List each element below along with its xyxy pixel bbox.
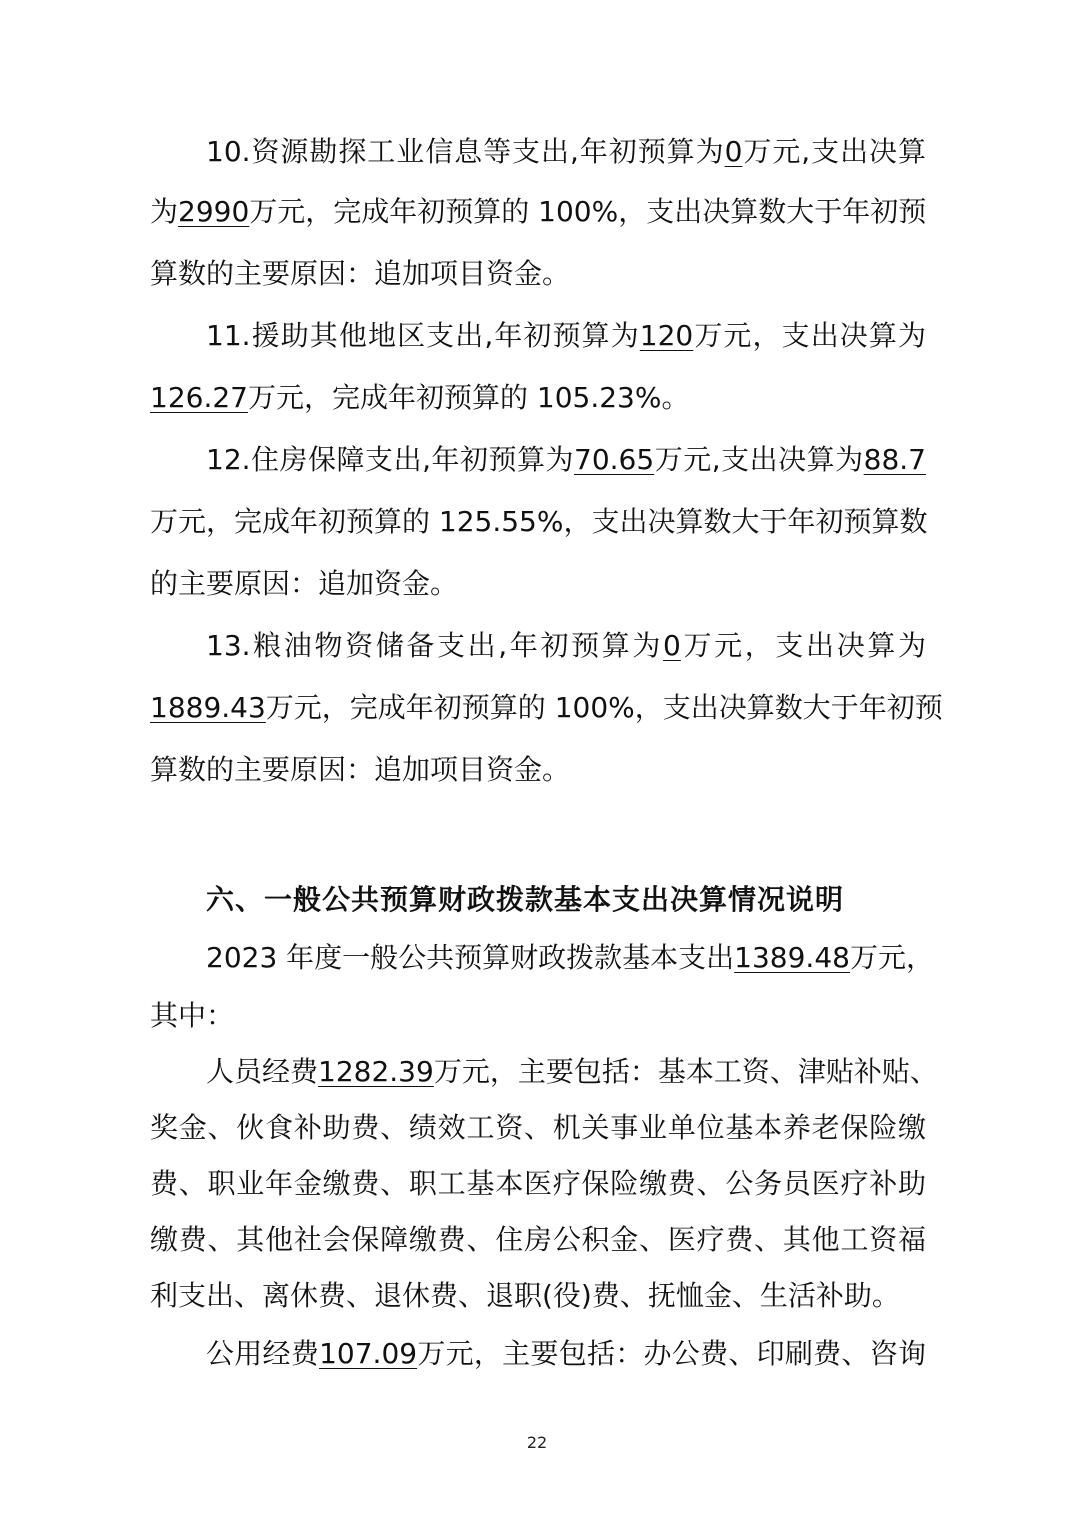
- item10-actual: 2990: [178, 195, 250, 228]
- public-amount: 107.09: [319, 1337, 418, 1370]
- item10-line1: 10.资源勘探工业信息等支出,年初预算为0万元,支出决算: [206, 135, 926, 168]
- basic-expense-line2: 其中：: [150, 999, 235, 1032]
- item10-line3: 算数的主要原因：追加项目资金。: [150, 257, 571, 290]
- basic-expense-amount: 1389.48: [734, 941, 850, 974]
- item12-line3: 的主要原因：追加资金。: [150, 567, 459, 600]
- item11-actual: 126.27: [150, 381, 248, 414]
- public-line1: 公用经费107.09万元，主要包括：办公费、印刷费、咨询: [206, 1337, 926, 1370]
- item13-actual: 1889.43: [150, 691, 266, 724]
- item11-line1: 11.援助其他地区支出,年初预算为120万元，支出决算为: [206, 319, 926, 352]
- item12-line1: 12.住房保障支出,年初预算为70.65万元,支出决算为88.7: [206, 443, 926, 476]
- item12-budget: 70.65: [574, 443, 655, 476]
- personnel-line1: 人员经费1282.39万元，主要包括：基本工资、津贴补贴、: [206, 1055, 938, 1088]
- section-heading: 六、一般公共预算财政拨款基本支出决算情况说明: [206, 883, 845, 916]
- personnel-line5: 利支出、离休费、退休费、退职(役)费、抚恤金、生活补助。: [150, 1279, 900, 1312]
- item11-line2: 126.27万元，完成年初预算的 105.23%。: [150, 381, 690, 414]
- item10-budget: 0: [724, 135, 743, 168]
- item12-line2: 万元，完成年初预算的 125.55%，支出决算数大于年初预算数: [150, 505, 928, 538]
- personnel-line2: 奖金、伙食补助费、绩效工资、机关事业单位基本养老保险缴: [150, 1111, 926, 1144]
- item13-budget: 0: [663, 629, 681, 662]
- item12-actual: 88.7: [863, 443, 926, 476]
- item13-line3: 算数的主要原因：追加项目资金。: [150, 753, 571, 786]
- item13-line1: 13.粮油物资储备支出,年初预算为0万元，支出决算为: [206, 629, 926, 662]
- page-number: 22: [526, 1433, 548, 1452]
- basic-expense-line1: 2023 年度一般公共预算财政拨款基本支出1389.48万元，: [206, 941, 934, 974]
- item13-line2: 1889.43万元，完成年初预算的 100%，支出决算数大于年初预: [150, 691, 943, 724]
- personnel-line3: 费、职业年金缴费、职工基本医疗保险缴费、公务员医疗补助: [150, 1167, 926, 1200]
- personnel-line4: 缴费、其他社会保障缴费、住房公积金、医疗费、其他工资福: [150, 1223, 926, 1256]
- item11-budget: 120: [639, 319, 694, 352]
- item10-line2: 为2990万元，完成年初预算的 100%，支出决算数大于年初预: [150, 195, 927, 228]
- personnel-amount: 1282.39: [318, 1055, 434, 1088]
